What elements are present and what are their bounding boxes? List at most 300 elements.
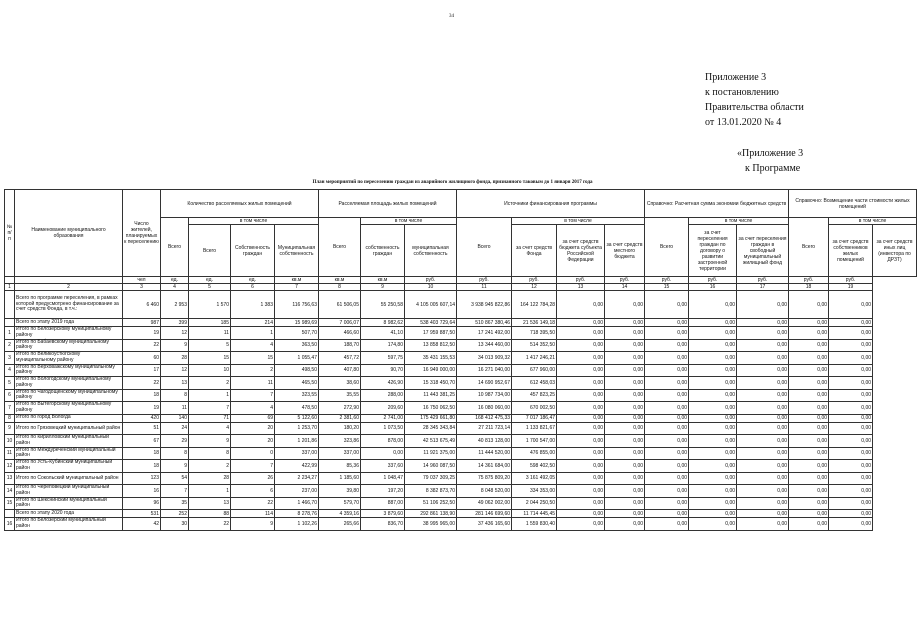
- value-cell: 288,00: [361, 389, 405, 402]
- header-local-budget: за счет средств местного бюджета: [605, 225, 645, 277]
- value-cell: 0,00: [829, 327, 873, 340]
- value-cell: 1 700 547,00: [512, 435, 557, 448]
- value-cell: 42: [123, 518, 161, 531]
- value-cell: 0,00: [829, 291, 873, 319]
- value-cell: 0,00: [737, 364, 789, 377]
- municipality-name: Итого по Вологодскому муниципальному району: [15, 377, 123, 390]
- value-cell: 0,00: [789, 510, 829, 518]
- value-cell: 4: [189, 422, 231, 435]
- header-rooms-group: Количество расселяемых жилых помещений: [161, 190, 319, 218]
- row-number: 1: [5, 327, 15, 340]
- value-cell: 19: [123, 327, 161, 340]
- value-cell: 0,00: [645, 319, 689, 327]
- value-cell: 16 080 060,00: [457, 402, 512, 415]
- value-cell: 0,00: [645, 518, 689, 531]
- header-incl: в том числе: [829, 218, 917, 225]
- value-cell: 0,00: [645, 460, 689, 473]
- value-cell: 0,00: [737, 435, 789, 448]
- value-cell: 0,00: [605, 364, 645, 377]
- value-cell: 0,00: [557, 339, 605, 352]
- value-cell: 1 466,70: [275, 497, 319, 510]
- header-total: Всего: [161, 218, 189, 277]
- value-cell: 4 105 005 607,14: [405, 291, 457, 319]
- table-row: [5, 389, 917, 402]
- value-cell: 180,20: [319, 422, 361, 435]
- value-cell: 612 458,03: [512, 377, 557, 390]
- value-cell: 0,00: [645, 352, 689, 365]
- value-cell: 0,00: [689, 364, 737, 377]
- value-cell: 7: [189, 402, 231, 415]
- column-index-cell: 14: [605, 284, 645, 291]
- municipality-name: Всего по этапу 2020 года: [15, 510, 123, 518]
- header-incl: в том числе: [361, 218, 457, 225]
- value-cell: 3 879,60: [361, 510, 405, 518]
- municipality-name: Итого по город Вологда: [15, 414, 123, 422]
- unit-cell: руб.: [605, 277, 645, 284]
- table-row: [5, 319, 917, 327]
- value-cell: 7: [231, 460, 275, 473]
- value-cell: 11: [231, 377, 275, 390]
- value-cell: 28: [189, 472, 231, 485]
- value-cell: 478,50: [275, 402, 319, 415]
- value-cell: 60: [123, 352, 161, 365]
- column-index-cell: 5: [189, 284, 231, 291]
- table-row: [5, 377, 917, 390]
- value-cell: 1 133 821,67: [512, 422, 557, 435]
- value-cell: 0,00: [829, 485, 873, 498]
- value-cell: 0,00: [605, 510, 645, 518]
- header-residents: Число жителей, планируемых к переселению: [123, 190, 161, 277]
- value-cell: 1 201,86: [275, 435, 319, 448]
- value-cell: 5 122,60: [275, 414, 319, 422]
- value-cell: 11 443 381,25: [405, 389, 457, 402]
- municipality-name: Всего по программе переселения, в рамках которой предусмотрено финансирование за счет средств Фонда, в т.ч.:: [15, 291, 123, 319]
- value-cell: 0,00: [645, 377, 689, 390]
- value-cell: 0,00: [737, 352, 789, 365]
- value-cell: 2: [189, 377, 231, 390]
- value-cell: 9: [161, 460, 189, 473]
- value-cell: 0,00: [557, 291, 605, 319]
- value-cell: 17: [123, 364, 161, 377]
- column-index-cell: 19: [829, 284, 873, 291]
- value-cell: 363,50: [275, 339, 319, 352]
- value-cell: 6: [231, 485, 275, 498]
- value-cell: 0,00: [689, 377, 737, 390]
- unit-cell: кв.м: [275, 277, 319, 284]
- value-cell: 39,80: [319, 485, 361, 498]
- value-cell: 0,00: [557, 485, 605, 498]
- unit-cell: ед.: [231, 277, 275, 284]
- row-number: 9: [5, 422, 15, 435]
- table-row: [5, 339, 917, 352]
- column-index-cell: 10: [405, 284, 457, 291]
- value-cell: 185: [189, 319, 231, 327]
- header-total: Всего: [319, 218, 361, 277]
- value-cell: 718 395,50: [512, 327, 557, 340]
- value-cell: 0,00: [737, 422, 789, 435]
- value-cell: 237,00: [275, 485, 319, 498]
- table-row: [5, 472, 917, 485]
- value-cell: 0,00: [737, 327, 789, 340]
- municipality-name: Итого по Белозерский муниципальный район: [15, 518, 123, 531]
- value-cell: 507,70: [275, 327, 319, 340]
- column-index-cell: 16: [689, 284, 737, 291]
- value-cell: 0,00: [645, 414, 689, 422]
- value-cell: 22: [189, 518, 231, 531]
- unit-cell: ед.: [189, 277, 231, 284]
- municipality-name: Итого по Бабаевскому муниципальному району: [15, 339, 123, 352]
- value-cell: 0,00: [605, 518, 645, 531]
- value-cell: 0,00: [789, 422, 829, 435]
- value-cell: 140: [161, 414, 189, 422]
- value-cell: 49 062 002,00: [457, 497, 512, 510]
- header-fund: за счет средств Фонда: [512, 225, 557, 277]
- header-municipality: Наименование муниципального образования: [15, 190, 123, 277]
- header-area-group: Расселяемая площадь жилых помещений: [319, 190, 457, 218]
- row-number: 12: [5, 460, 15, 473]
- header-comp-owners: за счет средств собственников жилых помещений: [829, 225, 873, 277]
- value-cell: 0,00: [557, 414, 605, 422]
- row-number: 15: [5, 497, 15, 510]
- value-cell: 18: [123, 389, 161, 402]
- column-index-cell: 3: [123, 284, 161, 291]
- value-cell: 0,00: [557, 402, 605, 415]
- value-cell: 0,00: [829, 389, 873, 402]
- row-number: 2: [5, 339, 15, 352]
- value-cell: 426,90: [361, 377, 405, 390]
- municipality-name: Итого по Кирилловский муниципальный район: [15, 435, 123, 448]
- value-cell: 0,00: [645, 364, 689, 377]
- value-cell: 2 381,60: [319, 414, 361, 422]
- approval-block: [705, 70, 804, 130]
- value-cell: 3 938 945 822,86: [457, 291, 512, 319]
- value-cell: 0,00: [689, 497, 737, 510]
- value-cell: 69: [231, 414, 275, 422]
- value-cell: 88: [189, 510, 231, 518]
- value-cell: 0,00: [829, 497, 873, 510]
- municipality-name: Итого по Междуреченский муниципальный район: [15, 447, 123, 460]
- header-incl: в том числе: [189, 218, 319, 225]
- row-number: 4: [5, 364, 15, 377]
- value-cell: 0,00: [737, 291, 789, 319]
- value-cell: 10: [189, 364, 231, 377]
- value-cell: 13 344 460,00: [457, 339, 512, 352]
- row-number: 8: [5, 414, 15, 422]
- value-cell: 0,00: [789, 291, 829, 319]
- value-cell: 2: [189, 460, 231, 473]
- value-cell: 197,20: [361, 485, 405, 498]
- value-cell: 0,00: [645, 497, 689, 510]
- unit-cell: руб.: [512, 277, 557, 284]
- municipality-name: Итого по Чагодощенскому муниципальному району: [15, 389, 123, 402]
- header-total: Всего: [457, 218, 512, 277]
- value-cell: 0,00: [829, 460, 873, 473]
- value-cell: 0,00: [689, 291, 737, 319]
- value-cell: 0,00: [605, 460, 645, 473]
- approval-line: Правительства области: [705, 102, 804, 113]
- value-cell: 35 431 155,53: [405, 352, 457, 365]
- value-cell: 0,00: [789, 352, 829, 365]
- header-subject-budget: за счет средств бюджета субъекта Российской Федерации: [557, 225, 605, 277]
- value-cell: 0,00: [829, 377, 873, 390]
- value-cell: 0,00: [557, 319, 605, 327]
- value-cell: 28 345 343,84: [405, 422, 457, 435]
- column-index-cell: 1: [5, 284, 15, 291]
- value-cell: 598 402,50: [512, 460, 557, 473]
- value-cell: 28: [161, 352, 189, 365]
- value-cell: 0,00: [605, 435, 645, 448]
- municipality-name: Итого по Шекснинский муниципальный район: [15, 497, 123, 510]
- value-cell: 0,00: [605, 447, 645, 460]
- value-cell: 272,90: [319, 402, 361, 415]
- value-cell: 8 982,62: [361, 319, 405, 327]
- value-cell: 510 867 380,46: [457, 319, 512, 327]
- value-cell: 0,00: [605, 327, 645, 340]
- value-cell: 0,00: [737, 389, 789, 402]
- value-cell: 0,00: [645, 402, 689, 415]
- value-cell: 1 185,60: [319, 472, 361, 485]
- value-cell: 0,00: [789, 389, 829, 402]
- value-cell: 514 352,50: [512, 339, 557, 352]
- column-index-cell: 17: [737, 284, 789, 291]
- value-cell: 209,60: [361, 402, 405, 415]
- table-row: [5, 518, 917, 531]
- value-cell: 8 048 520,00: [457, 485, 512, 498]
- row-number: 5: [5, 377, 15, 390]
- value-cell: 1 055,47: [275, 352, 319, 365]
- value-cell: 0,00: [789, 485, 829, 498]
- approval-line: от 13.01.2020 № 4: [705, 117, 782, 128]
- column-index-cell: 11: [457, 284, 512, 291]
- value-cell: 55 250,58: [361, 291, 405, 319]
- value-cell: 0,00: [789, 339, 829, 352]
- table-row: [5, 402, 917, 415]
- value-cell: 0,00: [789, 377, 829, 390]
- header-citizens-property: Собственность граждан: [231, 225, 275, 277]
- table-row: [5, 414, 917, 422]
- value-cell: 1 048,47: [361, 472, 405, 485]
- unit-cell: руб.: [829, 277, 873, 284]
- value-cell: 0,00: [829, 339, 873, 352]
- value-cell: 18: [123, 460, 161, 473]
- value-cell: 0,00: [737, 510, 789, 518]
- header-reference2-group: Справочно: Возмещение части стоимости жилых помещений: [789, 190, 917, 218]
- value-cell: 114: [231, 510, 275, 518]
- value-cell: 399: [161, 319, 189, 327]
- value-cell: 19: [123, 402, 161, 415]
- value-cell: 5: [189, 339, 231, 352]
- value-cell: 0,00: [689, 389, 737, 402]
- value-cell: 15 989,69: [275, 319, 319, 327]
- value-cell: 498,50: [275, 364, 319, 377]
- value-cell: 0,00: [645, 472, 689, 485]
- value-cell: 1 559 830,40: [512, 518, 557, 531]
- value-cell: 75 875 809,20: [457, 472, 512, 485]
- value-cell: 0,00: [557, 435, 605, 448]
- value-cell: 0: [231, 447, 275, 460]
- value-cell: 0,00: [605, 402, 645, 415]
- row-number: 10: [5, 435, 15, 448]
- value-cell: 20: [231, 435, 275, 448]
- value-cell: 0,00: [557, 327, 605, 340]
- value-cell: 0,00: [557, 422, 605, 435]
- value-cell: 422,99: [275, 460, 319, 473]
- value-cell: 0,00: [645, 447, 689, 460]
- value-cell: 20: [231, 422, 275, 435]
- value-cell: 85,36: [319, 460, 361, 473]
- value-cell: 476 855,00: [512, 447, 557, 460]
- value-cell: 0,00: [829, 422, 873, 435]
- municipality-name: Итого по Усть-Кубинский муниципальный район: [15, 460, 123, 473]
- table-row: [5, 291, 917, 319]
- table-row: [5, 364, 917, 377]
- value-cell: 0,00: [689, 422, 737, 435]
- value-cell: 35,55: [319, 389, 361, 402]
- table-row: [5, 435, 917, 448]
- value-cell: 0,00: [557, 389, 605, 402]
- unit-cell: ед.: [161, 277, 189, 284]
- table-row: [5, 497, 917, 510]
- value-cell: 174,80: [361, 339, 405, 352]
- unit-cell: руб.: [789, 277, 829, 284]
- value-cell: 51 106 252,50: [405, 497, 457, 510]
- value-cell: 0,00: [689, 447, 737, 460]
- value-cell: 14 361 684,00: [457, 460, 512, 473]
- value-cell: 22: [231, 497, 275, 510]
- value-cell: 334 353,00: [512, 485, 557, 498]
- header-sources-group: Источники финансирования программы: [457, 190, 645, 218]
- value-cell: 887,00: [361, 497, 405, 510]
- value-cell: 22: [123, 339, 161, 352]
- value-cell: 0,00: [605, 389, 645, 402]
- municipality-name: Итого по Верховажскому муниципальному району: [15, 364, 123, 377]
- value-cell: 0,00: [737, 497, 789, 510]
- value-cell: 42 513 675,49: [405, 435, 457, 448]
- table-row: [5, 447, 917, 460]
- value-cell: 29: [161, 435, 189, 448]
- value-cell: 670 002,50: [512, 402, 557, 415]
- header-total: Всего: [789, 218, 829, 277]
- value-cell: 16: [123, 485, 161, 498]
- value-cell: 2 044 250,50: [512, 497, 557, 510]
- value-cell: 8 278,76: [275, 510, 319, 518]
- value-cell: 16 949 000,00: [405, 364, 457, 377]
- unit-cell: руб.: [737, 277, 789, 284]
- value-cell: 836,70: [361, 518, 405, 531]
- value-cell: 0,00: [689, 352, 737, 365]
- value-cell: 16 750 062,50: [405, 402, 457, 415]
- value-cell: 4 359,16: [319, 510, 361, 518]
- value-cell: 11: [189, 327, 231, 340]
- unit-cell: кв.м: [319, 277, 361, 284]
- value-cell: 96: [123, 497, 161, 510]
- value-cell: 292 861 138,90: [405, 510, 457, 518]
- header-total: Всего: [189, 225, 231, 277]
- value-cell: 188,70: [319, 339, 361, 352]
- value-cell: 6 460: [123, 291, 161, 319]
- value-cell: 21 536 149,18: [512, 319, 557, 327]
- column-index-cell: 7: [275, 284, 319, 291]
- value-cell: 878,00: [361, 435, 405, 448]
- column-index-cell: 15: [645, 284, 689, 291]
- value-cell: 323,55: [275, 389, 319, 402]
- value-cell: 1: [231, 327, 275, 340]
- value-cell: 8: [189, 447, 231, 460]
- column-index-cell: 4: [161, 284, 189, 291]
- value-cell: 34 013 909,32: [457, 352, 512, 365]
- value-cell: 0,00: [557, 364, 605, 377]
- value-cell: 465,50: [275, 377, 319, 390]
- row-number: 6: [5, 389, 15, 402]
- value-cell: 0,00: [789, 364, 829, 377]
- value-cell: 8 382 873,70: [405, 485, 457, 498]
- value-cell: 0,00: [789, 402, 829, 415]
- municipality-name: Итого по Череповецкий муниципальный район: [15, 485, 123, 498]
- value-cell: 71: [189, 414, 231, 422]
- value-cell: 0,00: [361, 447, 405, 460]
- value-cell: 79 037 309,25: [405, 472, 457, 485]
- value-cell: 7 017 186,47: [512, 414, 557, 422]
- value-cell: 0,00: [829, 447, 873, 460]
- value-cell: 0,00: [689, 510, 737, 518]
- value-cell: 1: [189, 389, 231, 402]
- table-row: [5, 422, 917, 435]
- value-cell: 0,00: [737, 414, 789, 422]
- value-cell: 466,60: [319, 327, 361, 340]
- value-cell: 0,00: [689, 414, 737, 422]
- units-row: [5, 277, 917, 284]
- value-cell: 0,00: [689, 339, 737, 352]
- header-municipal-property: муниципальная собственность: [405, 225, 457, 277]
- value-cell: 11 444 520,00: [457, 447, 512, 460]
- value-cell: 0,00: [605, 352, 645, 365]
- value-cell: 0,00: [605, 485, 645, 498]
- value-cell: 407,80: [319, 364, 361, 377]
- header-econ-free-fund: за счет переселения граждан в свободный муниципальный жилищный фонд: [737, 225, 789, 277]
- row-number: 7: [5, 402, 15, 415]
- value-cell: 0,00: [645, 485, 689, 498]
- column-index-cell: 18: [789, 284, 829, 291]
- table-row: [5, 510, 917, 518]
- value-cell: 2 953: [161, 291, 189, 319]
- unit-cell: руб.: [405, 277, 457, 284]
- value-cell: 0,00: [605, 339, 645, 352]
- value-cell: 15: [231, 352, 275, 365]
- value-cell: 123: [123, 472, 161, 485]
- value-cell: 1 073,50: [361, 422, 405, 435]
- value-cell: 0,00: [689, 402, 737, 415]
- value-cell: 323,86: [319, 435, 361, 448]
- value-cell: 67: [123, 435, 161, 448]
- value-cell: 175 429 661,80: [405, 414, 457, 422]
- value-cell: 0,00: [557, 518, 605, 531]
- header-citizens-property: собственность граждан: [361, 225, 405, 277]
- value-cell: 0,00: [605, 497, 645, 510]
- value-cell: 265,66: [319, 518, 361, 531]
- value-cell: 677 960,00: [512, 364, 557, 377]
- value-cell: 0,00: [557, 472, 605, 485]
- value-cell: 0,00: [645, 389, 689, 402]
- value-cell: 0,00: [737, 485, 789, 498]
- value-cell: 457 823,25: [512, 389, 557, 402]
- value-cell: 1 383: [231, 291, 275, 319]
- value-cell: 0,00: [689, 485, 737, 498]
- column-index-cell: 12: [512, 284, 557, 291]
- value-cell: 0,00: [645, 422, 689, 435]
- value-cell: 252: [161, 510, 189, 518]
- value-cell: 1 102,26: [275, 518, 319, 531]
- value-cell: 14 690 952,67: [457, 377, 512, 390]
